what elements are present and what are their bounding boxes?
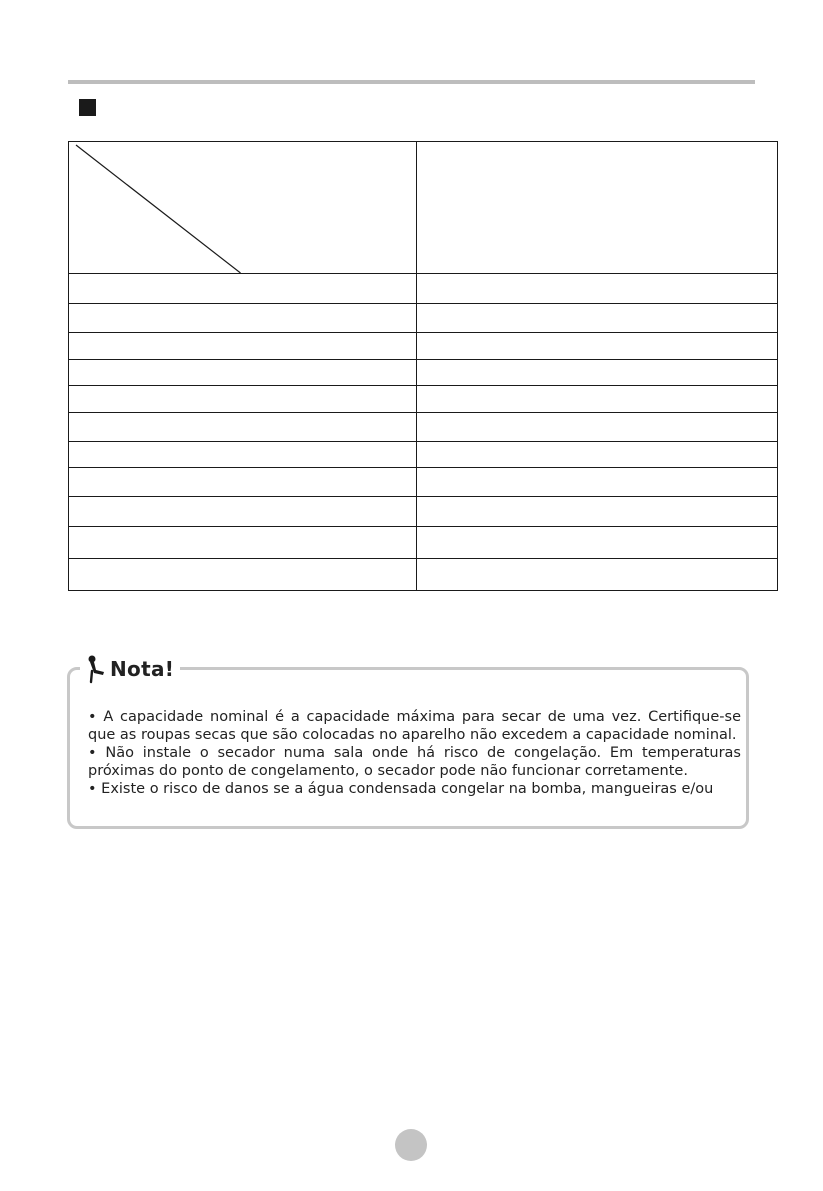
- table-header-cell: [417, 142, 778, 274]
- table-corner-cell: [69, 142, 417, 274]
- note-paragraph: • A capacidade nominal é a capacidade máxima para secar de uma vez. Certifique-se que as roupas secas que são colocadas no aparelho não excedem a capacidade nominal.: [88, 709, 741, 743]
- table-cell: [69, 497, 417, 527]
- table-row: [69, 527, 778, 559]
- section-bullet-square: [79, 99, 96, 116]
- table-row: [69, 497, 778, 527]
- note-paragraph: • Não instale o secador numa sala onde há risco de congelação. Em temperaturas próximas do ponto de congelamento, o secador pode não funcionar corretamente.: [88, 745, 741, 779]
- table-cell: [69, 527, 417, 559]
- table-cell: [417, 468, 778, 497]
- table-row: [69, 386, 778, 413]
- note-title: Nota!: [110, 657, 175, 681]
- table-cell: [417, 386, 778, 413]
- table-cell: [417, 497, 778, 527]
- diagonal-divider: [69, 142, 416, 273]
- table-cell: [417, 559, 778, 591]
- top-rule: [68, 80, 755, 84]
- table-row: [69, 333, 778, 360]
- spec-table: [68, 141, 778, 591]
- table-cell: [417, 442, 778, 468]
- table-header-row: [69, 142, 778, 274]
- table-row: [69, 413, 778, 442]
- table-cell: [69, 468, 417, 497]
- table-cell: [69, 274, 417, 304]
- note-body: [88, 708, 741, 798]
- table-row: [69, 360, 778, 386]
- table-cell: [69, 304, 417, 333]
- table-row: [69, 559, 778, 591]
- table-cell: [69, 413, 417, 442]
- note-paragraph: • Existe o risco de danos se a água condensada congelar na bomba, mangueiras e/ou: [88, 781, 714, 797]
- table-body: [69, 274, 778, 591]
- table-cell: [69, 333, 417, 360]
- note-header: [80, 650, 180, 688]
- table-row: [69, 442, 778, 468]
- table-cell: [417, 304, 778, 333]
- table-cell: [417, 527, 778, 559]
- pushpin-icon: [84, 654, 106, 684]
- table-cell: [69, 360, 417, 386]
- table-row: [69, 304, 778, 333]
- table-cell: [417, 360, 778, 386]
- table-cell: [417, 333, 778, 360]
- table-cell: [69, 442, 417, 468]
- table-row: [69, 468, 778, 497]
- table-cell: [417, 413, 778, 442]
- page-number-dot: [395, 1129, 427, 1161]
- table-cell: [69, 386, 417, 413]
- table-cell: [417, 274, 778, 304]
- table-cell: [69, 559, 417, 591]
- table-row: [69, 274, 778, 304]
